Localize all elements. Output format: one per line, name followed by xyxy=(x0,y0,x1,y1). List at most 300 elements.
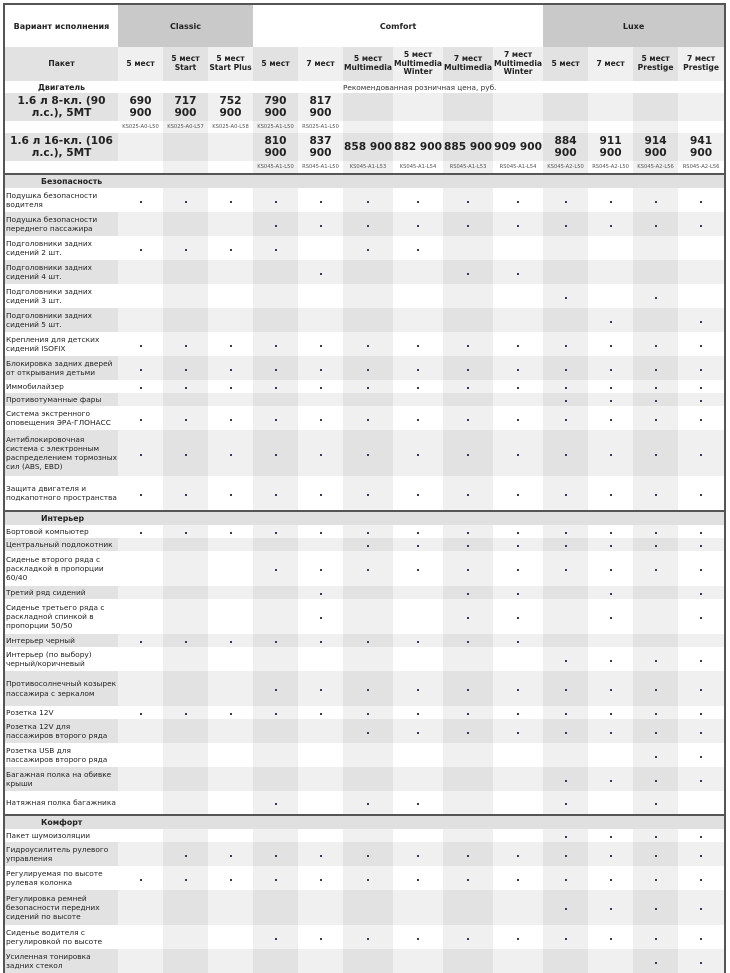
included-dot-icon xyxy=(700,345,702,347)
included-dot-icon xyxy=(517,345,519,347)
feature-availability-cell xyxy=(298,925,343,949)
feature-row xyxy=(5,599,724,634)
model-code: KS045-A2-L56 xyxy=(633,161,678,174)
package-column-header xyxy=(678,47,724,81)
feature-availability-cell xyxy=(678,476,724,511)
feature-availability-cell xyxy=(543,406,588,430)
feature-availability-cell xyxy=(543,476,588,511)
included-dot-icon xyxy=(230,713,232,715)
feature-availability-cell xyxy=(678,284,724,308)
feature-availability-cell xyxy=(678,829,724,842)
feature-availability-cell xyxy=(298,586,343,599)
included-dot-icon xyxy=(610,225,612,227)
feature-availability-cell xyxy=(163,671,208,706)
included-dot-icon xyxy=(417,201,419,203)
feature-row xyxy=(5,671,724,706)
included-dot-icon xyxy=(417,387,419,389)
feature-name: Регулируемая по высоте рулевая колонка xyxy=(5,866,118,890)
included-dot-icon xyxy=(230,345,232,347)
feature-availability-cell xyxy=(118,538,163,551)
included-dot-icon xyxy=(367,803,369,805)
feature-availability-cell xyxy=(253,476,298,511)
included-dot-icon xyxy=(655,689,657,691)
feature-availability-cell xyxy=(298,212,343,236)
included-dot-icon xyxy=(367,454,369,456)
empty-cell xyxy=(253,81,298,93)
included-dot-icon xyxy=(275,201,277,203)
included-dot-icon xyxy=(275,494,277,496)
included-dot-icon xyxy=(655,494,657,496)
feature-availability-cell xyxy=(298,791,343,815)
included-dot-icon xyxy=(565,297,567,299)
included-dot-icon xyxy=(320,387,322,389)
feature-availability-cell xyxy=(343,476,393,511)
included-dot-icon xyxy=(320,593,322,595)
included-dot-icon xyxy=(565,400,567,402)
feature-availability-cell xyxy=(678,393,724,406)
feature-row xyxy=(5,236,724,260)
feature-availability-cell xyxy=(633,308,678,332)
feature-availability-cell xyxy=(588,430,633,476)
price-cell: 884 900 xyxy=(543,133,588,161)
empty-cell xyxy=(118,81,163,93)
feature-availability-cell xyxy=(443,743,493,767)
package-name: Start Plus xyxy=(209,63,252,72)
feature-availability-cell xyxy=(543,866,588,890)
included-dot-icon xyxy=(610,569,612,571)
feature-availability-cell xyxy=(393,829,443,842)
feature-availability-cell xyxy=(298,706,343,719)
included-dot-icon xyxy=(700,419,702,421)
included-dot-icon xyxy=(417,454,419,456)
feature-row xyxy=(5,647,724,671)
feature-availability-cell xyxy=(118,890,163,925)
feature-name: Багажная полка на обивке крыши xyxy=(5,767,118,791)
included-dot-icon xyxy=(230,879,232,881)
feature-availability-cell xyxy=(163,406,208,430)
feature-availability-cell xyxy=(393,284,443,308)
feature-availability-cell xyxy=(443,671,493,706)
price-cell: 837 900 xyxy=(298,133,343,161)
included-dot-icon xyxy=(565,713,567,715)
included-dot-icon xyxy=(565,419,567,421)
feature-availability-cell xyxy=(588,634,633,647)
feature-row xyxy=(5,767,724,791)
included-dot-icon xyxy=(367,345,369,347)
feature-availability-cell xyxy=(163,393,208,406)
feature-availability-cell xyxy=(543,743,588,767)
included-dot-icon xyxy=(655,756,657,758)
feature-name: Подголовники задних сидений 4 шт. xyxy=(5,260,118,284)
feature-availability-cell xyxy=(588,356,633,380)
feature-availability-cell xyxy=(588,586,633,599)
equipment-price-table xyxy=(5,5,724,973)
package-column-header xyxy=(393,47,443,81)
model-code xyxy=(493,121,543,133)
feature-availability-cell xyxy=(118,380,163,393)
feature-availability-cell xyxy=(393,634,443,647)
trim-classic: Classic xyxy=(118,5,253,47)
feature-availability-cell xyxy=(208,476,253,511)
feature-availability-cell xyxy=(633,551,678,586)
feature-availability-cell xyxy=(443,767,493,791)
feature-row xyxy=(5,538,724,551)
included-dot-icon xyxy=(655,713,657,715)
included-dot-icon xyxy=(467,855,469,857)
feature-availability-cell xyxy=(343,599,393,634)
included-dot-icon xyxy=(467,494,469,496)
feature-availability-cell xyxy=(588,743,633,767)
price-cell: 690 900 xyxy=(118,93,163,121)
feature-availability-cell xyxy=(208,586,253,599)
feature-row xyxy=(5,476,724,511)
included-dot-icon xyxy=(320,345,322,347)
feature-availability-cell xyxy=(118,188,163,212)
included-dot-icon xyxy=(230,387,232,389)
feature-availability-cell xyxy=(393,538,443,551)
feature-availability-cell xyxy=(118,212,163,236)
feature-row xyxy=(5,842,724,866)
feature-name: Сиденье третьего ряда с раскладной спинкой в пропорции 50/50 xyxy=(5,599,118,634)
included-dot-icon xyxy=(610,836,612,838)
feature-name: Регулировка ремней безопасности передних сидений по высоте xyxy=(5,890,118,925)
feature-availability-cell xyxy=(493,599,543,634)
included-dot-icon xyxy=(700,321,702,323)
feature-availability-cell xyxy=(543,538,588,551)
feature-availability-cell xyxy=(208,393,253,406)
feature-availability-cell xyxy=(588,866,633,890)
feature-availability-cell xyxy=(163,706,208,719)
included-dot-icon xyxy=(655,938,657,940)
price-cell: 914 900 xyxy=(633,133,678,161)
included-dot-icon xyxy=(700,836,702,838)
included-dot-icon xyxy=(140,249,142,251)
feature-availability-cell xyxy=(343,743,393,767)
included-dot-icon xyxy=(185,419,187,421)
included-dot-icon xyxy=(565,369,567,371)
feature-availability-cell xyxy=(343,866,393,890)
feature-availability-cell xyxy=(163,260,208,284)
feature-availability-cell xyxy=(443,599,493,634)
included-dot-icon xyxy=(655,569,657,571)
feature-name: Подголовники задних сидений 2 шт. xyxy=(5,236,118,260)
feature-availability-cell xyxy=(208,719,253,743)
feature-availability-cell xyxy=(343,212,393,236)
feature-availability-cell xyxy=(343,356,393,380)
included-dot-icon xyxy=(467,419,469,421)
included-dot-icon xyxy=(517,273,519,275)
price-cell: 717 900 xyxy=(163,93,208,121)
package-name: Multimedia xyxy=(343,63,393,72)
feature-name: Центральный подлокотник xyxy=(5,538,118,551)
model-code: RS045-A1-L50 xyxy=(298,161,343,174)
feature-availability-cell xyxy=(208,671,253,706)
feature-availability-cell xyxy=(393,949,443,973)
feature-availability-cell xyxy=(443,925,493,949)
included-dot-icon xyxy=(367,689,369,691)
included-dot-icon xyxy=(700,201,702,203)
feature-availability-cell xyxy=(393,890,443,925)
feature-availability-cell xyxy=(118,332,163,356)
package-column-header xyxy=(343,47,393,81)
package-name: Multimedia xyxy=(443,63,493,72)
feature-availability-cell xyxy=(163,551,208,586)
feature-availability-cell xyxy=(493,866,543,890)
feature-availability-cell xyxy=(208,525,253,538)
feature-availability-cell xyxy=(208,284,253,308)
included-dot-icon xyxy=(185,369,187,371)
feature-availability-cell xyxy=(543,393,588,406)
feature-availability-cell xyxy=(253,925,298,949)
feature-row xyxy=(5,525,724,538)
included-dot-icon xyxy=(610,879,612,881)
feature-availability-cell xyxy=(343,925,393,949)
feature-availability-cell xyxy=(633,236,678,260)
empty-cell xyxy=(208,81,253,93)
feature-availability-cell xyxy=(343,647,393,671)
empty-cell xyxy=(163,81,208,93)
feature-availability-cell xyxy=(163,599,208,634)
feature-availability-cell xyxy=(208,212,253,236)
feature-availability-cell xyxy=(493,767,543,791)
feature-availability-cell xyxy=(118,925,163,949)
feature-availability-cell xyxy=(393,260,443,284)
included-dot-icon xyxy=(320,713,322,715)
feature-availability-cell xyxy=(588,791,633,815)
feature-availability-cell xyxy=(163,866,208,890)
engine-name: 1.6 л 8-кл. (90 л.с.), 5МТ xyxy=(5,93,118,121)
price-cell xyxy=(633,93,678,121)
included-dot-icon xyxy=(367,713,369,715)
included-dot-icon xyxy=(655,532,657,534)
included-dot-icon xyxy=(417,345,419,347)
feature-availability-cell xyxy=(298,599,343,634)
included-dot-icon xyxy=(700,494,702,496)
included-dot-icon xyxy=(700,660,702,662)
included-dot-icon xyxy=(655,345,657,347)
package-seats: 7 мест xyxy=(503,49,533,59)
model-code: KS045-A1-L54 xyxy=(393,161,443,174)
feature-row xyxy=(5,586,724,599)
included-dot-icon xyxy=(320,938,322,940)
included-dot-icon xyxy=(467,879,469,881)
feature-availability-cell xyxy=(163,430,208,476)
feature-availability-cell xyxy=(393,599,443,634)
included-dot-icon xyxy=(517,617,519,619)
included-dot-icon xyxy=(700,369,702,371)
feature-availability-cell xyxy=(678,380,724,393)
included-dot-icon xyxy=(610,780,612,782)
feature-availability-cell xyxy=(118,284,163,308)
package-name: Start xyxy=(174,63,197,72)
included-dot-icon xyxy=(367,387,369,389)
feature-availability-cell xyxy=(298,188,343,212)
feature-availability-cell xyxy=(253,284,298,308)
included-dot-icon xyxy=(565,689,567,691)
included-dot-icon xyxy=(467,938,469,940)
feature-availability-cell xyxy=(343,890,393,925)
feature-availability-cell xyxy=(493,719,543,743)
feature-availability-cell xyxy=(633,586,678,599)
feature-availability-cell xyxy=(633,212,678,236)
feature-availability-cell xyxy=(253,890,298,925)
feature-availability-cell xyxy=(633,890,678,925)
included-dot-icon xyxy=(140,201,142,203)
feature-availability-cell xyxy=(443,430,493,476)
included-dot-icon xyxy=(517,713,519,715)
included-dot-icon xyxy=(417,494,419,496)
feature-row xyxy=(5,634,724,647)
feature-name: Сиденье водителя с регулировкой по высоте xyxy=(5,925,118,949)
feature-availability-cell xyxy=(678,866,724,890)
included-dot-icon xyxy=(565,855,567,857)
included-dot-icon xyxy=(367,532,369,534)
included-dot-icon xyxy=(655,879,657,881)
included-dot-icon xyxy=(275,419,277,421)
feature-availability-cell xyxy=(633,743,678,767)
price-cell xyxy=(443,93,493,121)
feature-availability-cell xyxy=(343,406,393,430)
feature-row xyxy=(5,551,724,586)
feature-availability-cell xyxy=(543,430,588,476)
package-column-header xyxy=(118,47,163,81)
feature-name: Крепления для детских сидений ISOFIX xyxy=(5,332,118,356)
feature-availability-cell xyxy=(208,842,253,866)
feature-availability-cell xyxy=(543,767,588,791)
included-dot-icon xyxy=(655,962,657,964)
feature-name: Интерьер черный xyxy=(5,634,118,647)
feature-availability-cell xyxy=(253,406,298,430)
feature-availability-cell xyxy=(543,634,588,647)
feature-availability-cell xyxy=(443,212,493,236)
included-dot-icon xyxy=(610,400,612,402)
feature-availability-cell xyxy=(588,212,633,236)
feature-availability-cell xyxy=(678,430,724,476)
included-dot-icon xyxy=(417,569,419,571)
feature-name: Розетка 12V xyxy=(5,706,118,719)
empty-cell xyxy=(298,81,343,93)
model-code: KS045-A1-L50 xyxy=(253,161,298,174)
feature-availability-cell xyxy=(588,525,633,538)
feature-availability-cell xyxy=(443,380,493,393)
feature-availability-cell xyxy=(393,842,443,866)
included-dot-icon xyxy=(610,345,612,347)
feature-availability-cell xyxy=(163,236,208,260)
feature-availability-cell xyxy=(443,188,493,212)
model-code xyxy=(543,121,588,133)
feature-availability-cell xyxy=(343,332,393,356)
feature-availability-cell xyxy=(393,525,443,538)
engine-price-row xyxy=(5,93,724,121)
feature-availability-cell xyxy=(633,406,678,430)
included-dot-icon xyxy=(140,454,142,456)
feature-availability-cell xyxy=(678,551,724,586)
price-cell xyxy=(118,133,163,161)
feature-availability-cell xyxy=(343,706,393,719)
model-code xyxy=(163,161,208,174)
feature-availability-cell xyxy=(343,538,393,551)
included-dot-icon xyxy=(655,419,657,421)
feature-availability-cell xyxy=(493,743,543,767)
feature-name: Противотуманные фары xyxy=(5,393,118,406)
included-dot-icon xyxy=(417,419,419,421)
included-dot-icon xyxy=(517,419,519,421)
included-dot-icon xyxy=(275,387,277,389)
feature-availability-cell xyxy=(343,284,393,308)
included-dot-icon xyxy=(565,494,567,496)
included-dot-icon xyxy=(610,321,612,323)
feature-availability-cell xyxy=(443,647,493,671)
feature-availability-cell xyxy=(393,551,443,586)
feature-availability-cell xyxy=(493,260,543,284)
feature-availability-cell xyxy=(588,260,633,284)
feature-availability-cell xyxy=(493,538,543,551)
included-dot-icon xyxy=(655,201,657,203)
feature-availability-cell xyxy=(633,791,678,815)
feature-availability-cell xyxy=(543,791,588,815)
feature-availability-cell xyxy=(393,671,443,706)
feature-availability-cell xyxy=(163,719,208,743)
price-cell: 911 900 xyxy=(588,133,633,161)
feature-availability-cell xyxy=(633,842,678,866)
feature-availability-cell xyxy=(163,586,208,599)
included-dot-icon xyxy=(517,545,519,547)
feature-row xyxy=(5,430,724,476)
included-dot-icon xyxy=(320,532,322,534)
feature-availability-cell xyxy=(253,743,298,767)
included-dot-icon xyxy=(655,369,657,371)
included-dot-icon xyxy=(467,617,469,619)
included-dot-icon xyxy=(230,201,232,203)
included-dot-icon xyxy=(700,225,702,227)
feature-availability-cell xyxy=(118,586,163,599)
feature-availability-cell xyxy=(678,212,724,236)
included-dot-icon xyxy=(275,454,277,456)
included-dot-icon xyxy=(610,454,612,456)
feature-availability-cell xyxy=(343,188,393,212)
feature-availability-cell xyxy=(543,236,588,260)
feature-availability-cell xyxy=(208,406,253,430)
feature-availability-cell xyxy=(393,647,443,671)
feature-availability-cell xyxy=(678,525,724,538)
feature-availability-cell xyxy=(343,949,393,973)
feature-row xyxy=(5,393,724,406)
feature-availability-cell xyxy=(543,949,588,973)
included-dot-icon xyxy=(275,249,277,251)
included-dot-icon xyxy=(320,419,322,421)
feature-name: Подголовники задних сидений 3 шт. xyxy=(5,284,118,308)
feature-availability-cell xyxy=(253,634,298,647)
included-dot-icon xyxy=(275,345,277,347)
engine-label: Двигатель xyxy=(5,81,118,93)
package-seats: 7 мест xyxy=(306,58,335,68)
feature-row xyxy=(5,890,724,925)
feature-availability-cell xyxy=(208,356,253,380)
included-dot-icon xyxy=(367,369,369,371)
feature-availability-cell xyxy=(393,430,443,476)
feature-availability-cell xyxy=(118,599,163,634)
section-fill xyxy=(118,174,724,188)
included-dot-icon xyxy=(565,732,567,734)
model-code: KS045-A1-L53 xyxy=(343,161,393,174)
feature-availability-cell xyxy=(208,791,253,815)
feature-availability-cell xyxy=(678,260,724,284)
feature-availability-cell xyxy=(393,476,443,511)
feature-availability-cell xyxy=(343,791,393,815)
engine-label-row xyxy=(5,81,724,93)
feature-row xyxy=(5,866,724,890)
feature-name: Розетка 12V для пассажиров второго ряда xyxy=(5,719,118,743)
